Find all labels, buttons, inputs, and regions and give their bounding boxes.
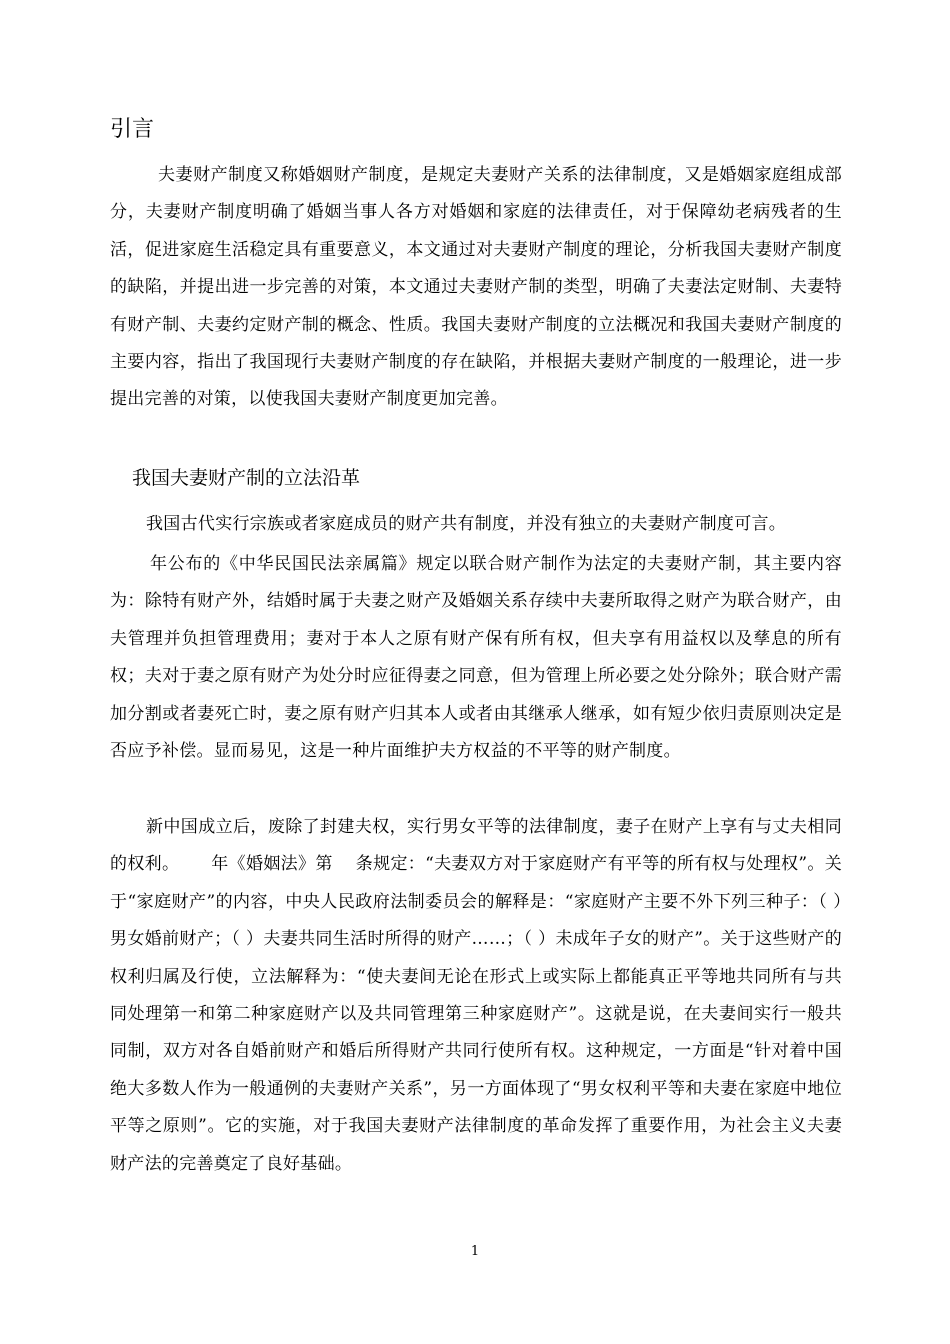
- body-paragraph: 新中国成立后，废除了封建夫权，实行男女平等的法律制度，妻子在财产上享有与丈夫相同的权利。 年《婚姻法》第 条规定：“夫妻双方对于家庭财产有平等的所有权与处理权”。关于“家庭财产”的内容，中央人民政府法制委员会的解释是：“家庭财产主要不外下列三种子：（ ）男女婚前财产；（ ）夫妻共同生活时所得的财产……；（ ）未成年子女的财产”。关于这些财产的权利归属及行使，立法解释为：“使夫妻间无论在形式上或实际上都能真正平等地共同所有与共同处理第一和第二种家庭财产以及共同管理第三种家庭财产”。这就是说，在夫妻间实行一般共同制，双方对各自婚前财产和婚后所得财产共同行使所有权。这种规定，一方面是“针对着中国绝大多数人作为一般通例的夫妻财产关系”，另一方面体现了“男女权利平等和夫妻在家庭中地位平等之原则”。它的实施，对于我国夫妻财产法律制度的革命发挥了重要作用，为社会主义夫妻财产法的完善奠定了良好基础。: [110, 817, 842, 1174]
- intro-heading: 引言: [110, 117, 155, 142]
- body-paragraph: 我国古代实行宗族或者家庭成员的财产共有制度，并没有独立的夫妻财产制度可言。: [146, 514, 787, 534]
- intro-paragraph: 夫妻财产制度又称婚姻财产制度，是规定夫妻财产关系的法律制度，又是婚姻家庭组成部分，夫妻财产制度明确了婚姻当事人各方对婚姻和家庭的法律责任，对于保障幼老病残者的生活，促进家庭生活稳定具有重要意义，本文通过对夫妻财产制度的理论，分析我国夫妻财产制度的缺陷，并提出进一步完善的对策，本文通过夫妻财产制的类型，明确了夫妻法定财制、夫妻特有财产制、夫妻约定财产制的概念、性质。我国夫妻财产制度的立法概况和我国夫妻财产制度的主要内容，指出了我国现行夫妻财产制度的存在缺陷，并根据夫妻财产制度的一般理论，进一步提出完善的对策，以使我国夫妻财产制度更加完善。: [110, 165, 842, 410]
- section-heading: 我国夫妻财产制的立法沿革: [132, 467, 361, 489]
- page-number: 1: [470, 1244, 480, 1259]
- body-paragraph: 年公布的《中华民国民法亲属篇》规定以联合财产制作为法定的夫妻财产制，其主要内容为：除特有财产外，结婚时属于夫妻之财产及婚姻关系存续中夫妻所取得之财产为联合财产，由夫管理并负担管理费用；妻对于本人之原有财产保有所有权，但夫享有用益权以及孳息的所有权；夫对于妻之原有财产为处分时应征得妻之同意，但为管理上所必要之处分除外；联合财产需加分割或者妻死亡时，妻之原有财产归其本人或者由其继承人继承，如有短少依归责原则决定是否应予补偿。显而易见，这是一种片面维护夫方权益的不平等的财产制度。: [110, 554, 842, 762]
